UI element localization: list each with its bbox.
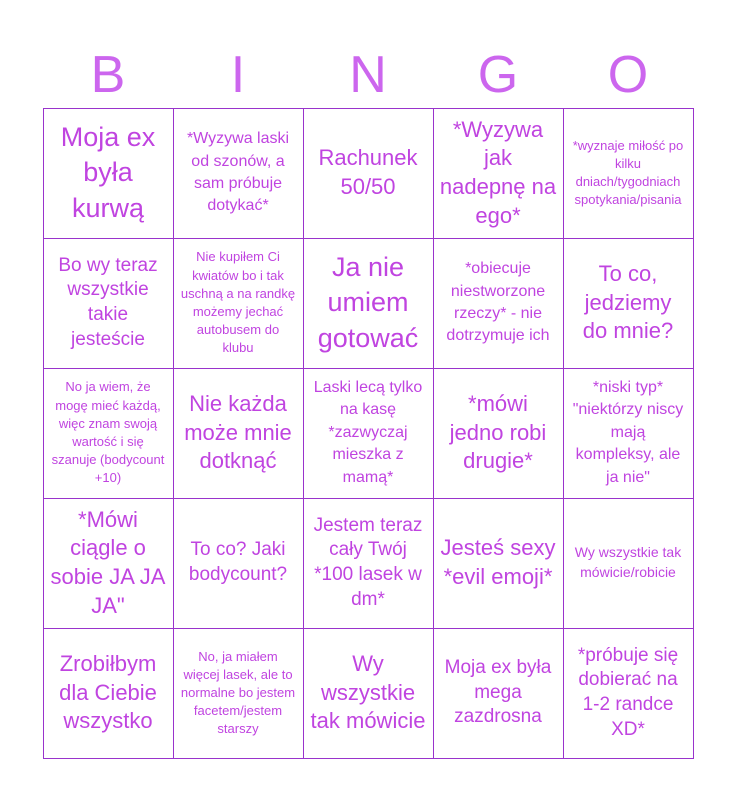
cell-text: *wyznaje miłość po kilku dniach/tygodniach spotykania/pisania — [572, 137, 684, 208]
bingo-cell[interactable] — [303, 628, 434, 759]
cell-text: *niski typ* "niektórzy niscy mają kompleksy, ale ja nie" — [572, 379, 684, 486]
cell-text: To co? Jaki bodycount? — [188, 539, 288, 585]
cell-text: *Wyzywa laski od szonów, a sam próbuje dotykać* — [186, 130, 290, 215]
cell-text: *próbuje się dobierać na 1-2 randce XD* — [577, 644, 679, 740]
bingo-cell[interactable] — [563, 368, 694, 499]
cell-text: Wy wszystkie tak mówicie/robicie — [574, 544, 682, 580]
bingo-cell[interactable] — [433, 108, 564, 239]
header-letter-b: B — [90, 46, 126, 104]
cell-text: Nie kupiłem Ci kwiatów bo i tak uschną a na randkę możemy jechać autobusem do klubu — [180, 249, 296, 356]
cell-text: Rachunek 50/50 — [318, 145, 418, 199]
bingo-cell[interactable] — [173, 628, 304, 759]
bingo-cell[interactable] — [43, 498, 174, 629]
cell-text: *obiecuje niestworzone rzeczy* - nie dotrzymuje ich — [446, 260, 550, 345]
bingo-cell[interactable] — [433, 368, 564, 499]
bingo-cell[interactable] — [173, 368, 304, 499]
cell-text: Wy wszystkie tak mówicie — [310, 651, 426, 734]
cell-text: Zrobiłbym dla Ciebie wszystko — [59, 651, 157, 734]
cell-text: Moja ex była mega zazdrosna — [444, 656, 552, 728]
bingo-cell[interactable] — [303, 238, 434, 369]
cell-text: No ja wiem, że mogę mieć każdą, więc znam swoją wartość i się szanuje (bodycount +10) — [51, 379, 165, 486]
bingo-cell[interactable] — [43, 238, 174, 369]
cell-text: *Mówi ciągle o sobie JA JA JA" — [50, 506, 166, 618]
bingo-cell[interactable] — [433, 238, 564, 369]
cell-text: Ja nie umiem gotować — [317, 252, 419, 353]
bingo-cell[interactable] — [303, 368, 434, 499]
header-letter-g: G — [477, 46, 519, 104]
bingo-cell[interactable] — [173, 108, 304, 239]
bingo-cell[interactable] — [303, 498, 434, 629]
bingo-cell[interactable] — [433, 628, 564, 759]
cell-text: Moja ex była kurwą — [60, 122, 156, 223]
bingo-cell[interactable] — [173, 238, 304, 369]
bingo-cell[interactable] — [563, 498, 694, 629]
cell-text: Bo wy teraz wszystkie takie jesteście — [58, 254, 158, 350]
bingo-cell[interactable] — [43, 628, 174, 759]
header-letter-i: I — [230, 46, 246, 104]
cell-text: No, ja miałem więcej lasek, ale to normalne bo jestem facetem/jestem starszy — [180, 648, 296, 737]
header-letter-n: N — [349, 46, 387, 104]
bingo-header — [43, 40, 693, 110]
bingo-cell[interactable] — [563, 108, 694, 239]
header-letter-o: O — [607, 46, 649, 104]
bingo-cell[interactable] — [433, 498, 564, 629]
cell-text: Nie każda może mnie dotknąć — [184, 391, 292, 474]
cell-text: Jestem teraz cały Twój *100 lasek w dm* — [313, 514, 423, 610]
bingo-cell[interactable] — [43, 368, 174, 499]
bingo-cell[interactable] — [43, 108, 174, 239]
bingo-cell[interactable] — [563, 238, 694, 369]
bingo-cell[interactable] — [173, 498, 304, 629]
cell-text: Laski lecą tylko na kasę *zazwyczaj mieszka z mamą* — [313, 379, 423, 486]
cell-text: Jesteś sexy *evil emoji* — [440, 535, 556, 589]
bingo-cell[interactable] — [303, 108, 434, 239]
bingo-cell[interactable] — [563, 628, 694, 759]
cell-text: *mówi jedno robi drugie* — [449, 391, 547, 474]
bingo-card — [43, 108, 693, 758]
cell-text: To co, jedziemy do mnie? — [582, 261, 674, 344]
cell-text: *Wyzywa jak nadepnę na ego* — [439, 116, 557, 228]
